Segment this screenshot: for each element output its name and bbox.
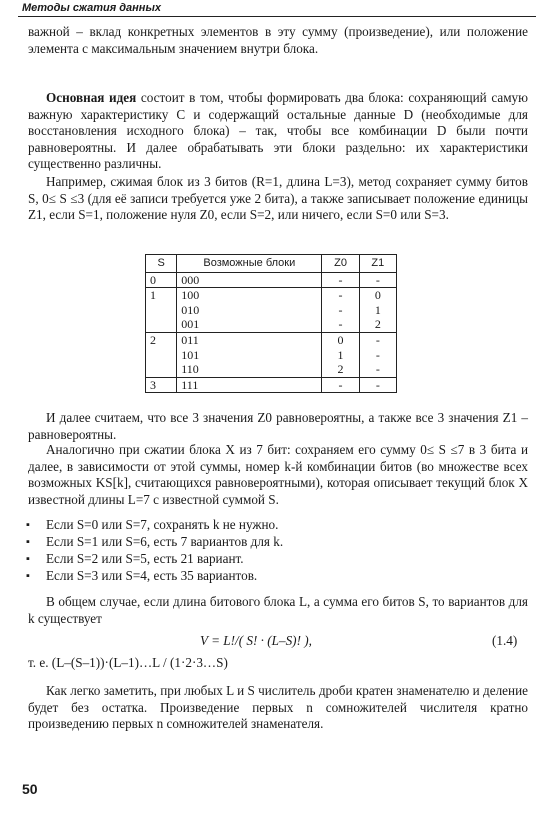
cell-s: 0 bbox=[146, 272, 177, 288]
list-item: ▪ Если S=1 или S=6, есть 7 вариантов для k. bbox=[26, 534, 526, 551]
cell-z1: - bbox=[359, 377, 396, 393]
header-z1: Z1 bbox=[359, 255, 396, 273]
header-rule bbox=[18, 16, 536, 17]
header-blocks: Возможные блоки bbox=[177, 255, 322, 273]
paragraph-equiprobable: И далее считаем, что все 3 значения Z0 равновероятны, а также все 3 значения Z1 – равновероятны. bbox=[28, 410, 528, 442]
cell-s: 2 bbox=[146, 332, 177, 347]
cell-s: 1 bbox=[146, 288, 177, 303]
cell-block: 011 bbox=[177, 332, 322, 347]
table-row bbox=[146, 348, 397, 363]
list-item: ▪ Если S=2 или S=5, есть 21 вариант. bbox=[26, 551, 526, 568]
table-row bbox=[146, 303, 397, 318]
main-idea-lead: Основная идея bbox=[46, 90, 137, 105]
header-z0: Z0 bbox=[322, 255, 359, 273]
table-row bbox=[146, 362, 397, 377]
page-number: 50 bbox=[22, 781, 38, 797]
cell-z0: 0 bbox=[322, 332, 359, 347]
cell-block: 110 bbox=[177, 362, 322, 377]
cell-z0: - bbox=[322, 288, 359, 303]
cell-z1: - bbox=[359, 272, 396, 288]
table-row bbox=[146, 332, 397, 347]
cell-z1: 2 bbox=[359, 317, 396, 332]
cases-list bbox=[26, 517, 526, 585]
formula-expanded: т. е. (L–(S–1))·(L–1)…L / (1·2·3…S) bbox=[28, 655, 228, 670]
page-header-title: Методы сжатия данных bbox=[22, 2, 161, 14]
blocks-table bbox=[145, 254, 397, 393]
table-row bbox=[146, 272, 397, 288]
table-row bbox=[146, 377, 397, 393]
list-item: ▪ Если S=0 или S=7, сохранять k не нужно. bbox=[26, 517, 526, 534]
cell-block: 111 bbox=[177, 377, 322, 393]
formula: V = L!/( S! · (L–S)! ), bbox=[200, 633, 312, 648]
cell-block: 101 bbox=[177, 348, 322, 363]
cell-block: 100 bbox=[177, 288, 322, 303]
cell-z0: 2 bbox=[322, 362, 359, 377]
main-idea-text: состоит в том, чтобы формировать два блока: сохраняющий самую важную характеристику C и содержащий остальные данные D (необходимые для восстановления исходного блока) – так, чтобы все комбинации D были почти равновероятны. И далее обрабатывать эти блоки раздельно: их характеристики существенно различны. bbox=[28, 90, 528, 172]
cell-z0: - bbox=[322, 317, 359, 332]
cell-z1: - bbox=[359, 362, 396, 377]
cell-block: 001 bbox=[177, 317, 322, 332]
cell-s bbox=[146, 348, 177, 363]
cell-block: 000 bbox=[177, 272, 322, 288]
cell-z1: 0 bbox=[359, 288, 396, 303]
cell-z0: 1 bbox=[322, 348, 359, 363]
paragraph-continuation: важной – вклад конкретных элементов в эту сумму (произведение), или положение элемента с максимальным значением внутри блока. bbox=[28, 24, 528, 56]
table-row bbox=[146, 288, 397, 303]
cell-s: 3 bbox=[146, 377, 177, 393]
list-item: ▪ Если S=3 или S=4, есть 35 вариантов. bbox=[26, 568, 526, 585]
cell-z0: - bbox=[322, 377, 359, 393]
table-header-row bbox=[146, 255, 397, 273]
cell-s bbox=[146, 303, 177, 318]
paragraph-example: Например, сжимая блок из 3 битов (R=1, длина L=3), метод сохраняет сумму битов S, 0≤ S ≤3 (для её записи требуется уже 2 бита), а также записывает положение единицы Z1, если S=1, положение нуля Z0, если S=2, или ничего, если S=0 или S=3. bbox=[28, 174, 528, 223]
paragraph-seven-bit: Аналогично при сжатии блока X из 7 бит: сохраняем его сумму 0≤ S ≤7 в 3 бита и далее, в зависимости от этой суммы, номер k-й комбинации битов (во множестве всех возможных KS[k], считающихся равновероятными), которая описывает текущий блок X известной длины L=7 с известной суммой S. bbox=[28, 442, 528, 507]
paragraph-divisibility: Как легко заметить, при любых L и S числитель дроби кратен знаменателю и деление будет без остатка. Произведение первых n сомножителей числителя кратно произведению первых n сомножителей знаменателя. bbox=[28, 683, 528, 732]
paragraph-general-case: В общем случае, если длина битового блока L, а сумма его битов S, то вариантов для k существует bbox=[28, 594, 528, 626]
cell-s bbox=[146, 317, 177, 332]
cell-block: 010 bbox=[177, 303, 322, 318]
cell-z1: - bbox=[359, 332, 396, 347]
cell-s bbox=[146, 362, 177, 377]
equation-number: (1.4) bbox=[492, 633, 518, 648]
header-s: S bbox=[146, 255, 177, 273]
paragraph-main-idea bbox=[28, 90, 528, 173]
cell-z0: - bbox=[322, 303, 359, 318]
cell-z1: - bbox=[359, 348, 396, 363]
table-row bbox=[146, 317, 397, 332]
cell-z1: 1 bbox=[359, 303, 396, 318]
cell-z0: - bbox=[322, 272, 359, 288]
